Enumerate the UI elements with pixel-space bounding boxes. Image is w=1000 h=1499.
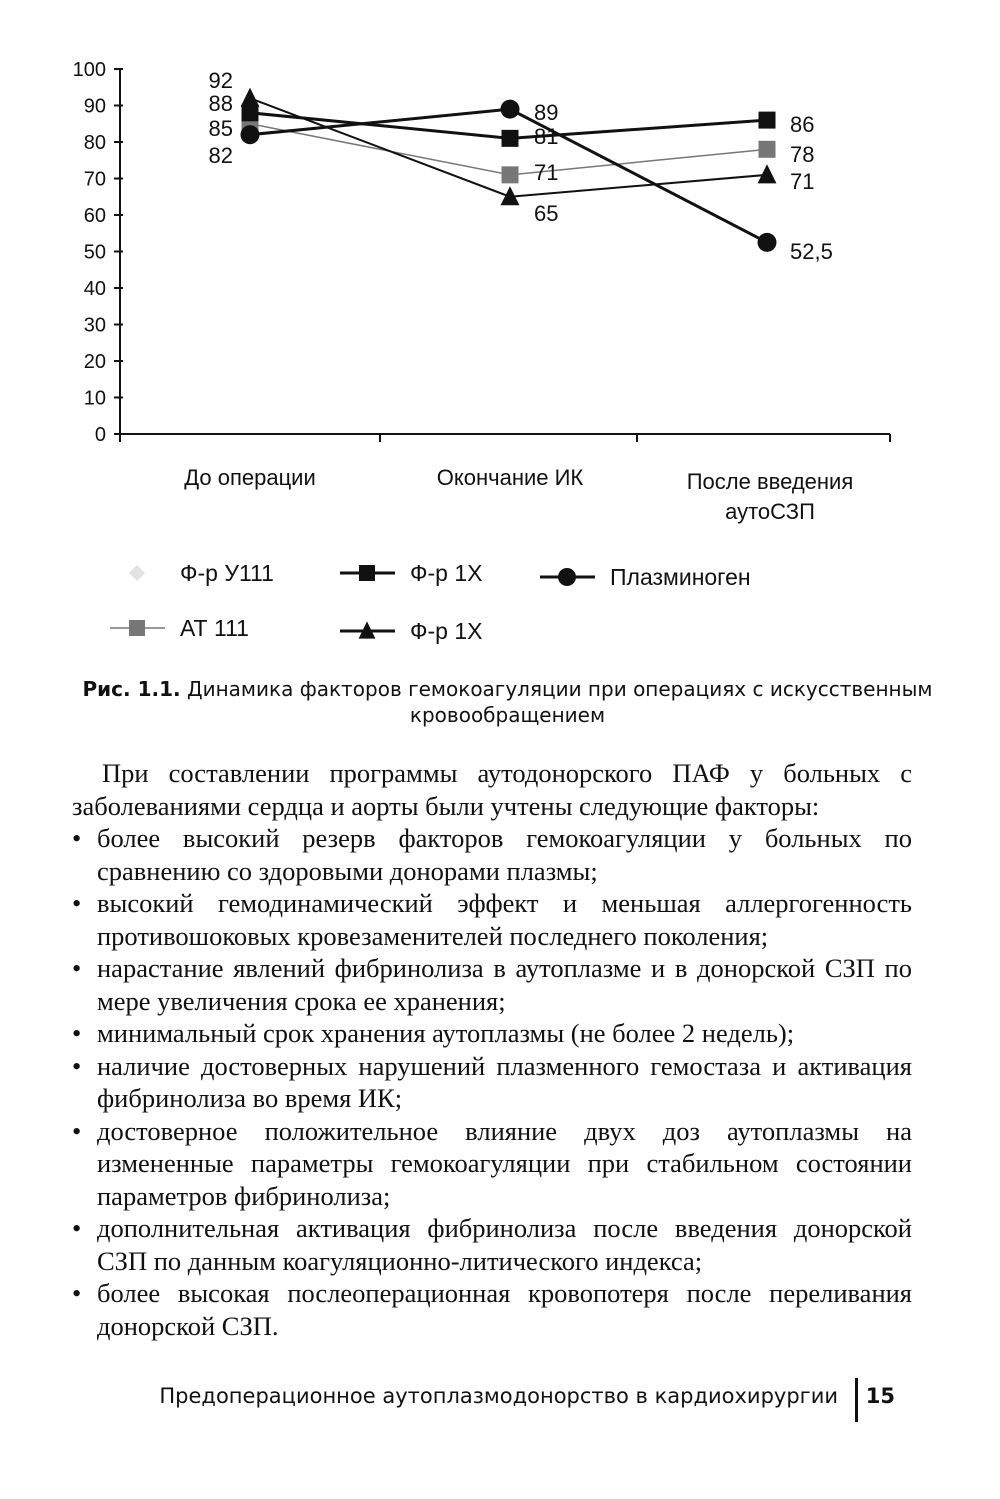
data-point-marker xyxy=(501,100,520,119)
data-label: 65 xyxy=(534,201,559,226)
y-tick-label: 100 xyxy=(72,59,106,81)
data-point-marker xyxy=(241,125,260,144)
legend-label: Плазминоген xyxy=(610,564,751,590)
footer-divider xyxy=(855,1378,858,1422)
legend-label: АТ 111 xyxy=(180,615,249,641)
data-point-marker xyxy=(502,130,519,147)
y-tick-label: 60 xyxy=(83,205,106,227)
chart-legend xyxy=(110,560,751,644)
data-label: 52,5 xyxy=(790,239,833,264)
body-text xyxy=(72,757,912,1342)
data-point-marker xyxy=(759,112,776,129)
data-label: 92 xyxy=(208,68,233,93)
chart-markers xyxy=(241,88,777,252)
legend-marker xyxy=(558,568,576,586)
y-tick-label: 80 xyxy=(83,132,106,154)
y-tick-label: 10 xyxy=(83,387,106,410)
page-footer xyxy=(159,1378,950,1418)
data-label: 71 xyxy=(534,160,559,185)
body-intro: При составлении программы аутодонорского ПАФ у больных с заболеваниями сердца и аорты были учтены следующие факторы: xyxy=(72,758,912,821)
data-label: 88 xyxy=(208,91,233,116)
list-item: • минимальный срок хранения аутоплазмы (не более 2 недель); xyxy=(72,1017,912,1050)
list-item: • высокий гемодинамический эффект и меньшая аллергогенность противошоковых кровезаменителей последнего поколения; xyxy=(72,887,912,952)
data-label: 86 xyxy=(790,112,815,137)
data-point-marker xyxy=(758,164,777,183)
data-label: 81 xyxy=(534,124,559,149)
data-label: 82 xyxy=(208,143,233,168)
x-tick-label: До операции xyxy=(184,465,316,490)
legend-label: Ф-р 1Х xyxy=(410,560,483,586)
legend-label: Ф-р 1Х xyxy=(410,618,483,644)
page-number: 15 xyxy=(865,1384,895,1408)
list-item: • достоверное положительное влияние двух доз аутоплазмы на измененные параметры гемокоагуляции при стабильном состоянии параметров фибринолиза; xyxy=(72,1115,912,1213)
y-tick-label: 90 xyxy=(83,95,106,118)
y-tick-label: 70 xyxy=(83,168,106,191)
y-tick-label: 30 xyxy=(83,314,106,337)
factor-list xyxy=(72,822,912,1342)
data-point-marker xyxy=(759,141,776,158)
legend-marker xyxy=(129,565,145,581)
list-item: • нарастание явлений фибринолиза в аутоплазме и в донорской СЗП по мере увеличения срока ее хранения; xyxy=(72,952,912,1017)
y-tick-label: 20 xyxy=(83,351,106,373)
y-tick-label: 50 xyxy=(83,241,106,264)
list-item: • более высокая послеоперационная кровопотеря после переливания донорской СЗП. xyxy=(72,1277,912,1342)
data-point-marker xyxy=(758,233,777,252)
running-title: Предоперационное аутоплазмодонорство в кардиохирургии xyxy=(159,1384,838,1408)
chart-axes xyxy=(73,59,890,524)
x-tick-label: После введения аутоСЗП xyxy=(686,469,854,524)
data-point-marker xyxy=(241,88,260,107)
list-item: • более высокий резерв факторов гемокоагуляции у больных по сравнению со здоровыми донорами плазмы; xyxy=(72,822,912,887)
x-tick-label: Окончание ИК xyxy=(436,465,584,490)
figure-caption xyxy=(40,676,975,728)
legend-marker xyxy=(129,620,145,636)
figure-caption-text: Динамика факторов гемокоагуляции при операциях с искусственным кровообращением xyxy=(186,677,933,727)
data-point-marker xyxy=(502,166,519,183)
list-item: • дополнительная активация фибринолиза после введения донорской СЗП по данным коагуляционно-литического индекса; xyxy=(72,1212,912,1277)
list-item: • наличие достоверных нарушений плазменного гемостаза и активация фибринолиза во время ИК; xyxy=(72,1050,912,1115)
data-point-marker xyxy=(242,104,259,121)
line-chart xyxy=(0,0,1000,665)
figure-caption-label: Рис. 1.1. xyxy=(82,677,181,701)
legend-label: Ф-р У111 xyxy=(180,560,274,586)
data-label: 85 xyxy=(208,116,233,141)
data-label: 71 xyxy=(790,169,815,194)
legend-marker xyxy=(359,565,375,581)
y-tick-label: 40 xyxy=(83,278,106,300)
data-label: 78 xyxy=(790,142,815,167)
data-label: 89 xyxy=(534,100,559,125)
chart-data-labels xyxy=(209,68,833,264)
y-tick-label: 0 xyxy=(94,424,106,446)
